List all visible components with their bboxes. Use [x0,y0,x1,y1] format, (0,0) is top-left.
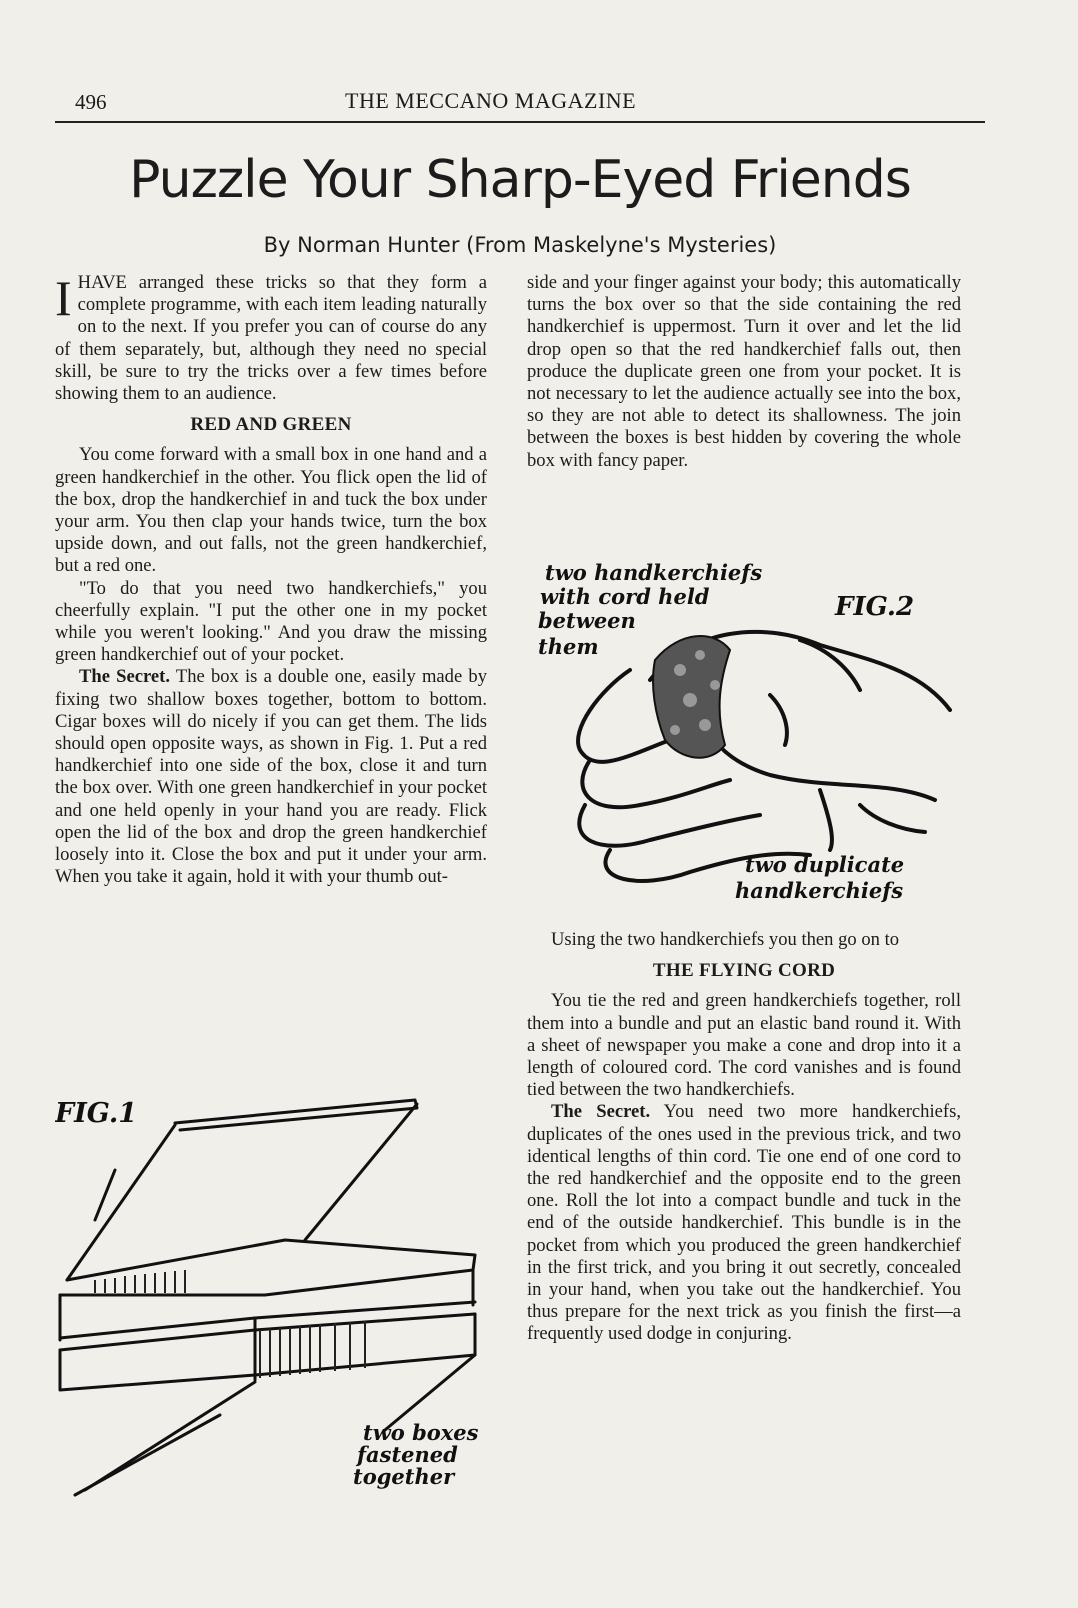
left-column [55,272,487,888]
secret-label: The Secret. [79,666,171,688]
paragraph-continued: side and your finger against your body; this automatically turns the box over so that the side containing the red handkerchief is uppermost. Turn it over and let the lid drop open so that the red handkerchief falls out, then produce the duplicate green one from your pocket. It is not necessary to let the audience actually see into the box, so they are not able to detect its shallowness. The join between the boxes is best hidden by covering the whole box with fancy paper. [527,272,961,471]
intro-paragraph [55,272,487,405]
magazine-title: THE MECCANO MAGAZINE [345,88,637,113]
figure-1-label: FIG.1 [55,1098,138,1129]
figure-2 [530,550,960,910]
figure-2-label: FIG.2 [835,592,915,622]
article-byline: By Norman Hunter (From Maskelyne's Mysteries) [263,233,777,257]
section-heading-red-and-green: RED AND GREEN [190,414,352,436]
figure-1-caption-line: fastened [357,1442,458,1467]
secret-paragraph [527,1101,961,1345]
header-rule [55,121,985,123]
box-illustration [55,1090,495,1500]
secret-text: The box is a double one, easily made by fixing two shallow boxes together, bottom to bottom. Cigar boxes will do nicely if you can get them. The lids should open opposite ways, as shown in Fig. 1. Put a red handkerchief into one side of the box, close it and turn the box over. With one green handkerchief in your pocket and one held openly in your hand you are ready. Flick open the lid of the box and drop the green handkerchief loosely into it. Close the box and put it under your arm. When you take it again, hold it with your thumb out- [55,666,487,888]
figure-2-caption-line: two handkerchiefs [545,560,763,585]
figure-1 [55,1090,495,1500]
figure-1-caption-line: together [353,1464,455,1489]
figure-2-caption-line: them [538,634,599,659]
figure-2-caption-line: between [538,608,636,633]
page-number: 496 [75,90,107,114]
article-title: Puzzle Your Sharp-Eyed Friends [129,150,911,210]
intro-text: HAVE arranged these tricks so that they form a complete programme, with each item leading naturally on to the next. If you prefer you can of course do any of them separately, but, although they need no special skill, be sure to try the tricks over a few times before showing them to an audience. [55,272,487,405]
figure-2-caption-line: handkerchiefs [735,878,904,903]
secret-paragraph [55,666,487,888]
figure-2-caption-line: with cord held [540,584,710,609]
paragraph: Using the two handkerchiefs you then go on to [551,929,900,950]
secret-label: The Secret. [551,1101,651,1123]
paragraph: "To do that you need two handkerchiefs," you cheerfully explain. "I put the other one in my pocket while you weren't looking." And you draw the missing green handkerchief out of your pocket. [55,577,487,666]
hand-illustration [530,550,960,910]
figure-1-caption-line: two boxes [363,1420,479,1445]
right-column-lower [527,929,961,1346]
drop-cap: I [55,270,72,326]
figure-2-caption-line: two duplicate [745,852,905,877]
right-column-upper [527,272,961,472]
section-heading-flying-cord: THE FLYING CORD [652,960,836,982]
paragraph: You tie the red and green handkerchiefs together, roll them into a bundle and put an elastic band round it. With a sheet of newspaper you make a cone and drop into it a length of coloured cord. The cord vanishes and is found tied between the two handkerchiefs. [527,990,961,1101]
secret-text: You need two more handkerchiefs, duplicates of the ones used in the previous trick, and two identical lengths of thin cord. Tie one end of one cord to the red handkerchief and the opposite end to the green one. Roll the lot into a compact bundle and tuck in the end of the outside handkerchief. This bundle is in the pocket from which you produced the green handkerchief in the first trick, and you bring it out secretly, concealed in your hand, when you take out the handkerchief. You thus prepare for the next trick as you finish the first—a frequently used dodge in conjuring. [527,1101,961,1345]
paragraph: You come forward with a small box in one hand and a green handkerchief in the other. You flick open the lid of the box, drop the handkerchief in and tuck the box under your arm. You then clap your hands twice, turn the box upside down, and out falls, not the green handkerchief, but a red one. [55,444,487,577]
